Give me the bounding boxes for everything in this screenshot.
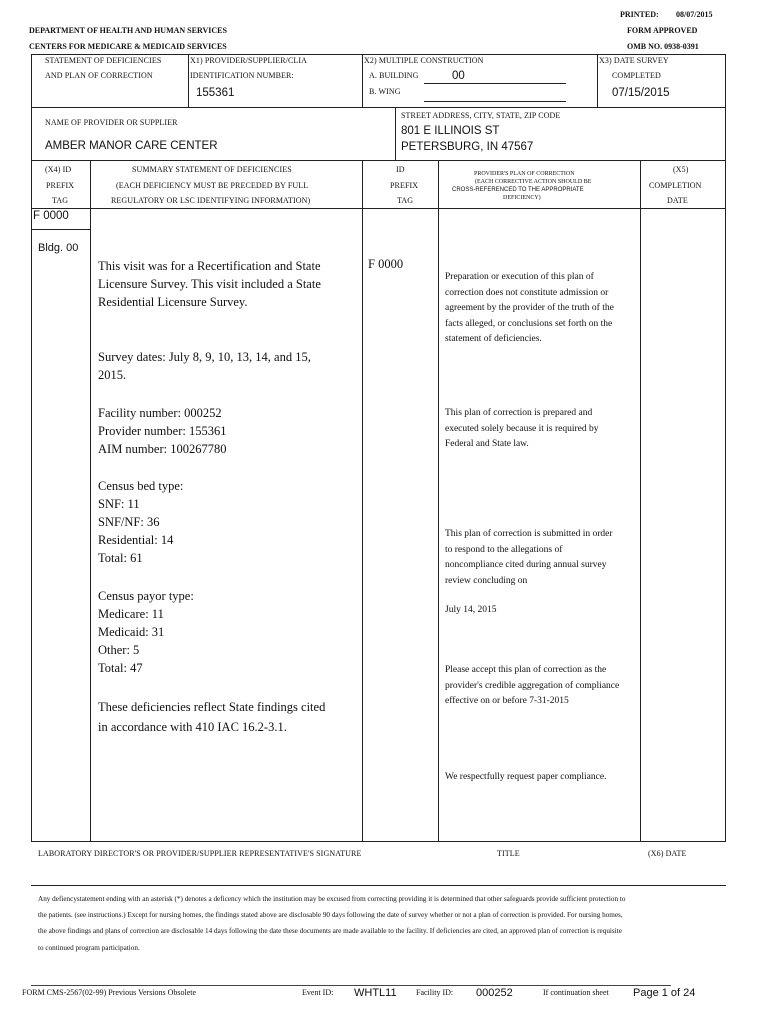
event-id-value: WHTL11 (354, 987, 397, 999)
id-header-1: ID (396, 165, 405, 174)
form-number: FORM CMS-2567(02-99) Previous Versions Obsolete (22, 988, 197, 997)
centers-title: CENTERS FOR MEDICARE & MEDICAID SERVICES (29, 42, 227, 51)
title-label: TITLE (497, 849, 520, 858)
census-bed-total: Total: 61 (98, 551, 143, 565)
poc-survey-date: July 14, 2015 (445, 605, 497, 615)
statement-label-2: AND PLAN OF CORRECTION (45, 71, 153, 80)
poc-header-3: CROSS-REFERENCED TO THE APPROPRIATE (452, 187, 584, 193)
payor-other: Other: 5 (98, 643, 140, 657)
id-header-2: PREFIX (390, 181, 419, 190)
poc-para-request: We respectfully request paper compliance. (445, 772, 607, 782)
poc-header-2: (EACH CORRECTIVE ACTION SHOULD BE (475, 179, 592, 185)
poc-header-4: DEFICIENCY) (503, 195, 541, 201)
payor-medicaid: Medicaid: 31 (98, 625, 165, 639)
page-number: Page 1 of 24 (633, 987, 696, 999)
payor-total: Total: 47 (98, 661, 143, 675)
census-payor-title: Census payor type: (98, 589, 194, 603)
form-approved: FORM APPROVED (627, 26, 698, 35)
address-line-2: PETERSBURG, IN 47567 (401, 141, 534, 153)
aim-number: AIM number: 100267780 (98, 442, 227, 456)
summary-header-2: (EACH DEFICIENCY MUST BE PRECEDED BY FULL (116, 181, 309, 190)
provider-name-label: NAME OF PROVIDER OR SUPPLIER (45, 118, 178, 127)
census-bed-title: Census bed type: (98, 479, 184, 493)
poc-header-1: PROVIDER'S PLAN OF CORRECTION (474, 171, 575, 177)
census-snfnf: SNF/NF: 36 (98, 515, 160, 529)
x4-header-2: PREFIX (46, 181, 75, 190)
date-label: (X6) DATE (648, 849, 687, 858)
summary-header-1: SUMMARY STATEMENT OF DEFICIENCIES (132, 165, 292, 174)
census-snf: SNF: 11 (98, 497, 140, 511)
survey-date-value: 07/15/2015 (612, 87, 670, 99)
x4-header-3: TAG (52, 196, 69, 205)
x3-label: X3) DATE SURVEY (599, 56, 669, 65)
address-line-1: 801 E ILLINOIS ST (401, 125, 500, 137)
x5-header-1: (X5) (673, 165, 689, 174)
provider-id-value: 155361 (196, 87, 235, 99)
summary-header-3: REGULATORY OR LSC IDENTIFYING INFORMATION) (111, 196, 311, 205)
provider-number: Provider number: 155361 (98, 424, 227, 438)
poc-para-preparation: Preparation or execution of this plan of correction does not constitute admission or agreement by the provider of the truth of the facts alleged, or conclusions set forth on the statement of deficiencies. (445, 272, 614, 344)
printed-date: 08/07/2015 (676, 10, 713, 19)
building-value: 00 (452, 70, 465, 82)
summary-para-dates: Survey dates: July 8, 9, 10, 13, 14, and 15, 2015. (98, 350, 311, 382)
poc-para-submitted: This plan of correction is submitted in order to respond to the allegations of noncompliance cited during annual survey review concluding on (445, 529, 613, 586)
prefix-tag: F 0000 (33, 210, 69, 222)
poc-para-accept: Please accept this plan of correction as the provider's credible aggregation of compliance effective on or before 7-31-2015 (445, 665, 620, 706)
poc-para-prepared: This plan of correction is prepared and executed solely because it is required by Federal and State law. (445, 408, 599, 449)
building-label: A. BUILDING (369, 71, 419, 80)
x5-header-3: DATE (667, 196, 688, 205)
id-header-3: TAG (397, 196, 414, 205)
x1-label: X1) PROVIDER/SUPPLIER/CLIA (190, 56, 308, 65)
department-title: DEPARTMENT OF HEALTH AND HUMAN SERVICES (29, 26, 227, 35)
facility-number: Facility number: 000252 (98, 406, 222, 420)
census-residential: Residential: 14 (98, 533, 174, 547)
footnote: Any defiencystatement ending with an asterisk (*) denotes a deficency which the institution may be excused from correcting providing it is determined that other safeguards provide sufficient protection to the patients. (see instructions.) Except for nursing homes, the findings stated above are disclosable 90 days following the date of survey whether or not a plan of correction is provided. For nursing homes, the above findings and plans of correction are disclosable 14 days following the date these documents are made available to the facility. If deficiencies are cited, an approved plan of correction is requisite to continued program participation. (38, 895, 626, 952)
id-tag: F 0000 (368, 257, 404, 271)
x4-header-1: (X4) ID (45, 165, 72, 174)
omb-number: OMB NO. 0938-0391 (627, 42, 699, 51)
facility-id-value: 000252 (476, 987, 513, 999)
event-id-label: Event ID: (302, 988, 334, 997)
continuation-label: If continuation sheet (543, 988, 609, 997)
summary-para-findings: These deficiencies reflect State findings cited in accordance with 410 IAC 16.2-3.1. (98, 700, 326, 734)
x5-header-2: COMPLETION (649, 181, 702, 190)
building-tag: Bldg. 00 (38, 242, 79, 254)
statement-label-1: STATEMENT OF DEFICIENCIES (45, 56, 162, 65)
payor-medicare: Medicare: 11 (98, 607, 164, 621)
x1-label-2: IDENTIFICATION NUMBER: (190, 71, 294, 80)
x3-label-2: COMPLETED (612, 71, 661, 80)
x2-label: X2) MULTIPLE CONSTRUCTION (364, 56, 484, 65)
provider-name-value: AMBER MANOR CARE CENTER (45, 140, 218, 152)
summary-para-visit: This visit was for a Recertification and State Licensure Survey. This visit included a State Residential Licensure Survey. (98, 259, 321, 309)
wing-label: B. WING (369, 87, 401, 96)
signature-label: LABORATORY DIRECTOR'S OR PROVIDER/SUPPLIER REPRESENTATIVE'S SIGNATURE (38, 849, 362, 858)
printed-label: PRINTED: (620, 10, 659, 19)
address-label: STREET ADDRESS, CITY, STATE, ZIP CODE (401, 111, 561, 120)
facility-id-label: Facility ID: (416, 988, 454, 997)
